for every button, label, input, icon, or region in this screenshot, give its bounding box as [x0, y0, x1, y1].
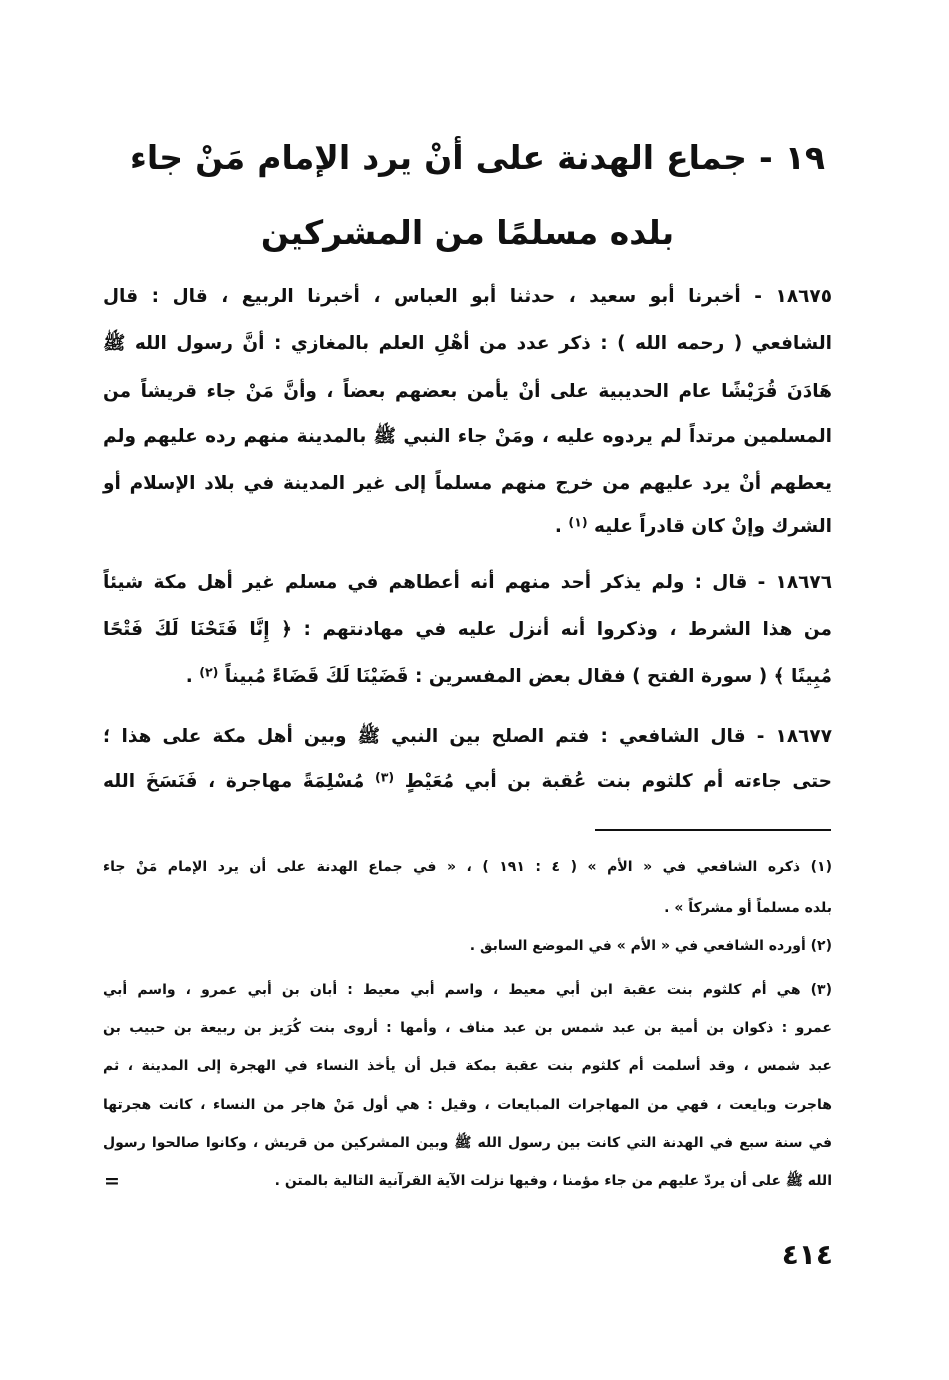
- footnote-separator: [595, 829, 831, 831]
- footnote-line: عمرو : ذكوان بن أمية بن عبد شمس بن عبد مناف ، وأمها : أروى بنت كُرَيز بن ربيعة بن حبيب بن: [103, 1020, 832, 1036]
- paragraph-line: ١٨٦٧٦ - قال : ولم يذكر أحد منهم أنه أعطاهم في مسلم غير أهل مكة شيئاً: [103, 572, 832, 593]
- footnote-line: الله ﷺ على أن يردّ عليهم من جاء مؤمنا ، وفيها نزلت الآية القرآنية التالية بالمتن .: [274, 1173, 832, 1189]
- continuation-mark: =: [104, 1170, 120, 1192]
- line-text: حتى جاءته أم كلثوم بنت عُقبة بن أبي مُعَيْطٍ: [404, 771, 832, 792]
- paragraph-line: من هذا الشرط ، وذكروا أنه أنزل عليه في مهادنتهم : ﴿ إِنَّا فَتَحْنَا لَكَ فَتْحًا: [103, 619, 832, 640]
- line-end-punctuation: .: [554, 516, 562, 537]
- paragraph-last-line: [103, 655, 832, 699]
- line-text: مُسْلِمَةً مهاجرة ، فَنَسَخَ الله: [103, 771, 365, 792]
- paragraph-line: المسلمين مرتداً لم يردوه عليه ، ومَنْ جاء النبي ﷺ بالمدينة منهم رده عليهم ولم: [103, 426, 832, 447]
- line-text: الشرك وإنْ كان قادراً عليه: [594, 516, 832, 537]
- paragraph-line: ١٨٦٧٥ - أخبرنا أبو سعيد ، حدثنا أبو العباس ، أخبرنا الربيع ، قال : قال: [103, 286, 832, 307]
- paragraph-line: [103, 760, 832, 804]
- footnote-ref: (٢): [199, 664, 219, 680]
- footnote-line: (١) ذكره الشافعي في « الأم » ( ٤ : ١٩١ ) ، « في جماع الهدنة على أن يرد الإمام مَنْ جاء: [103, 859, 832, 875]
- footnote-line: عبد شمس ، وقد أسلمت أم كلثوم بنت عقبة بمكة قبل أن يأخذ النساء في الهجرة إلى المدينة ، ثم: [103, 1058, 832, 1074]
- paragraph-line: ١٨٦٧٧ - قال الشافعي : فتم الصلح بين النبي ﷺ وبين أهل مكة على هذا ؛: [103, 726, 832, 747]
- footnote-ref: (٣): [374, 769, 395, 785]
- paragraph-line: يعطهم أنْ يرد عليهم من خرج منهم مسلماً إلى غير المدينة في بلاد الإسلام أو: [103, 473, 832, 494]
- heading-line-2: بلده مسلمًا من المشركين: [260, 213, 675, 252]
- paragraph-line: هَادَنَ قُرَيْشًا عام الحديبية على أنْ يأمن بعضهم بعضاً ، وأنَّ مَنْ جاء قريشاً من: [103, 381, 832, 402]
- line-text: مُبِينًا ﴾ ( سورة الفتح ) فقال بعض المفسرين : قَضَيْنَا لَكَ قَضَاءً مُبيناً: [224, 666, 832, 687]
- footnote-line: في سنة سبع في الهدنة التي كانت بين رسول الله ﷺ وبين المشركين من قريش ، وكانوا صالحوا رسول: [103, 1135, 832, 1151]
- paragraph-last-line: [103, 505, 832, 549]
- footnote-line: هاجرت وبايعت ، فهي من المهاجرات المبايعات ، وقيل : هي أول مَنْ هاجر من النساء ، كانت هجرتها: [103, 1097, 832, 1113]
- footnote-line: (٣) هي أم كلثوم بنت عقبة ابن أبي معيط ، واسم أبي معيط : أبان بن أبي عمرو ، واسم أبي: [103, 982, 832, 998]
- footnote-ref: (١): [568, 514, 588, 530]
- line-end-punctuation: .: [185, 666, 193, 687]
- heading-line-1: ١٩ - جماع الهدنة على أنْ يرد الإمام مَنْ جاء: [130, 138, 825, 177]
- paragraph-line: الشافعي ( رحمه الله ) : ذكر عدد من أهْلِ العلم بالمغازي : أنَّ رسول الله ﷺ: [103, 333, 832, 354]
- footnote-line: (٢) أورده الشافعي في « الأم » في الموضع السابق .: [469, 938, 832, 954]
- footnote-line: بلده مسلماً أو مشركاً » .: [664, 900, 832, 916]
- page-number: ٤١٤: [781, 1238, 833, 1271]
